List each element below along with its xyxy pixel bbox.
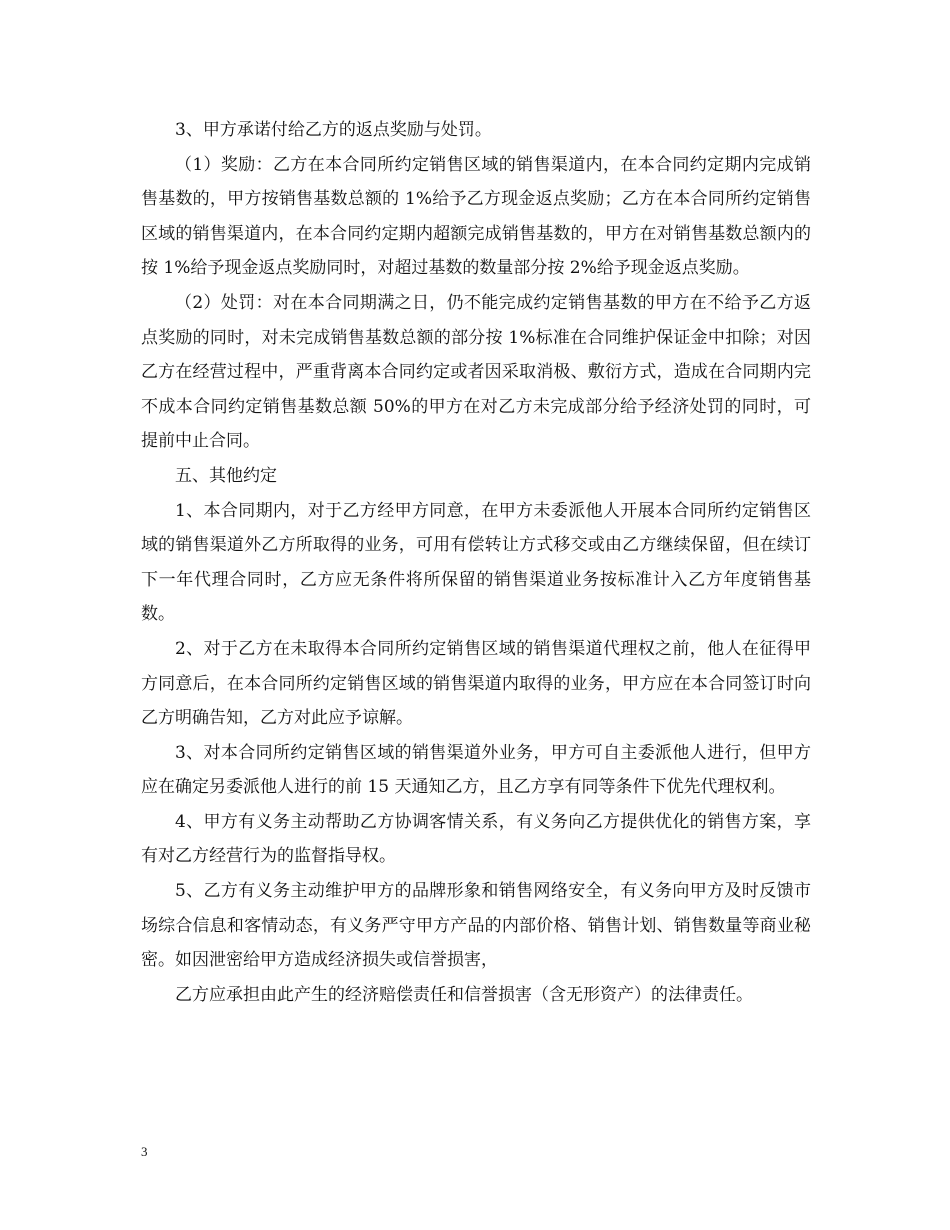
paragraph-clause-5: 5、乙方有义务主动维护甲方的品牌形象和销售网络安全，有义务向甲方及时反馈市场综合信息和客情动态，有义务严守甲方产品的内部价格、销售计划、销售数量等商业秘密。如因泄密给甲方造成经济损失或信誉损害， xyxy=(141,881,811,971)
paragraph-penalty: （2）处罚：对在本合同期满之日，仍不能完成约定销售基数的甲方在不给予乙方返点奖励的同时，对未完成销售基数总额的部分按 1%标准在合同维护保证金中扣除；对因乙方在经营过程中，严重背离本合同约定或者因采取消极、敷衍方式，造成在合同期内完不成本合同约定销售基数总额 50%的甲方在对乙方未完成部分给予经济处罚的同时，可提前中止合同。 xyxy=(141,292,811,452)
paragraph-clause-3: 3、对本合同所约定销售区域的销售渠道外业务，甲方可自主委派他人进行，但甲方应在确定另委派他人进行的前 15 天通知乙方，且乙方享有同等条件下优先代理权利。 xyxy=(141,742,811,798)
paragraph-clause-1: 1、本合同期内，对于乙方经甲方同意，在甲方未委派他人开展本合同所约定销售区域的销售渠道外乙方所取得的业务，可用有偿转让方式移交或由乙方继续保留，但在续订下一年代理合同时，乙方应无条件将所保留的销售渠道业务按标准计入乙方年度销售基数。 xyxy=(141,500,811,625)
page-number: 3 xyxy=(141,1144,148,1159)
paragraph-reward: （1）奖励：乙方在本合同所约定销售区域的销售渠道内，在本合同约定期内完成销售基数的，甲方按销售基数总额的 1%给予乙方现金返点奖励；乙方在本合同所约定销售区域的销售渠道内，在本合同约定期内超额完成销售基数的，甲方在对销售基数总额内的按 1%给予现金返点奖励同时，对超过基数的数量部分按 2%给予现金返点奖励。 xyxy=(141,154,811,279)
paragraph-clause-4: 4、甲方有义务主动帮助乙方协调客情关系，有义务向乙方提供优化的销售方案，享有对乙方经营行为的监督指导权。 xyxy=(141,811,811,867)
paragraph-clause-2: 2、对于乙方在未取得本合同所约定销售区域的销售渠道代理权之前，他人在征得甲方同意后，在本合同所约定销售区域的销售渠道内取得的业务，甲方应在本合同签订时向乙方明确告知，乙方对此应予谅解。 xyxy=(141,638,811,729)
paragraph-liability: 乙方应承担由此产生的经济赔偿责任和信誉损害（含无形资产）的法律责任。 xyxy=(175,984,753,1005)
section-heading-other-terms: 五、其他约定 xyxy=(175,465,277,486)
paragraph-rebate-heading: 3、甲方承诺付给乙方的返点奖励与处罚。 xyxy=(175,120,492,140)
page-body xyxy=(141,113,811,1012)
